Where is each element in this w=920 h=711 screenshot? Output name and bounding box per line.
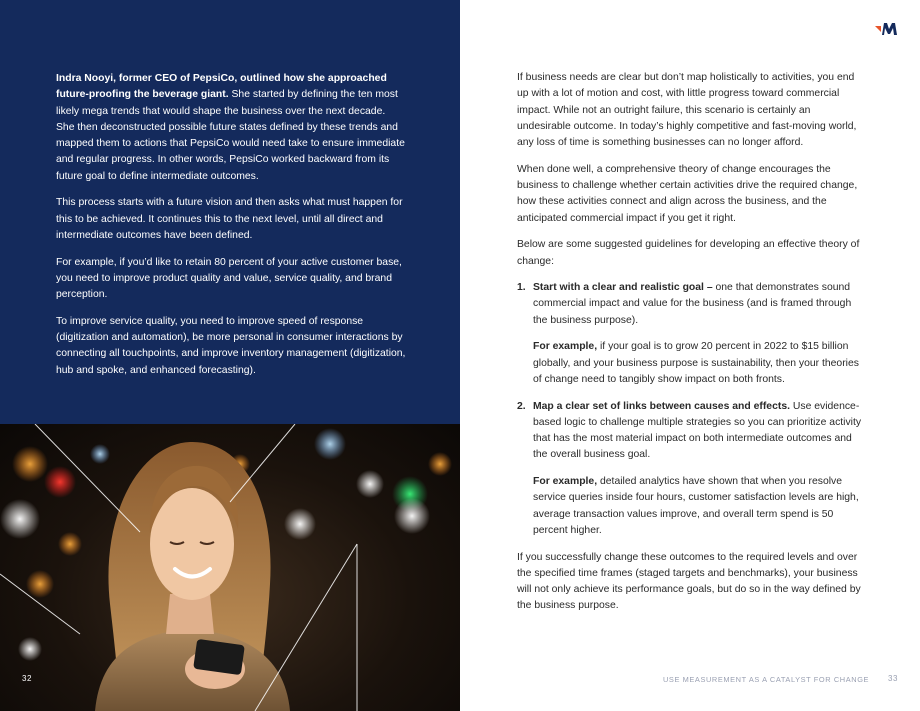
list-item-lead-bold: Map a clear set of links between causes and effects. <box>533 400 790 412</box>
left-paragraph-1-bold: Indra Nooyi, former CEO of PepsiCo, outlined how she approached future-proofing the beverage giant. <box>56 73 387 101</box>
list-item-lead-text: Use evidence-based logic to challenge multiple strategies so you can prioritize activity that has the most material impact on both intermediate outcomes and the overall business goal. <box>533 400 862 461</box>
right-page <box>460 0 920 711</box>
woman-with-phone-photo <box>0 424 460 711</box>
left-paragraph-1-text: She started by defining the ten most likely mega trends that would shape the business over the next decade. She then deconstructed possible future states defined by these trends and mapped them to actions that PepsiCo would need take to ensure immediate and regular progress. In other words, PepsiCo worked backward from its future goal to define intermediate outcomes. <box>56 89 405 182</box>
list-item-example <box>533 339 862 388</box>
list-item-lead <box>533 399 862 464</box>
right-paragraph-1: If business needs are clear but don’t map holistically to activities, you end up with a lot of motion and cost, with little progress toward commercial impact. While not an outright failure, this scenario is certainly an undesirable outcome. In today’s highly competitive and fast-moving world, any loss of time is something businesses can no longer afford. <box>517 72 857 149</box>
list-item <box>517 399 862 540</box>
left-body-text <box>56 71 406 389</box>
right-paragraph-3: Below are some suggested guidelines for developing an effective theory of change: <box>517 239 860 267</box>
list-item-example-bold: For example, <box>533 476 598 488</box>
m-logo-icon <box>875 22 899 36</box>
list-item-number: 2. <box>517 400 526 412</box>
list-item-lead-text: one that demonstrates sound commercial impact and value for the business (and is framed through the business purpose). <box>533 282 852 326</box>
page-number-right: 33 <box>888 674 898 683</box>
left-paragraph-3: For example, if you’d like to retain 80 percent of your active customer base, you need to improve product quality and value, service quality, and brand perception. <box>56 256 402 301</box>
right-paragraph-2: When done well, a comprehensive theory of change encourages the business to challenge whether certain activities drive the required change, how these activities connect and align across the business, and the anticipated commercial impact if you get it right. <box>517 163 858 224</box>
left-paragraph-1 <box>56 71 406 185</box>
list-item-example-text: if your goal is to grow 20 percent in 2022 to $15 billion globally, and your business purpose is sustainability, then your theories of change need to tangibly show impact on both fronts. <box>533 341 859 385</box>
guidelines-list <box>517 280 862 539</box>
footer-section-title: USE MEASUREMENT AS A CATALYST FOR CHANGE <box>663 675 870 684</box>
list-item-number: 1. <box>517 282 526 294</box>
left-paragraph-4: To improve service quality, you need to improve speed of response (digitization and automation), be more personal in consumer interactions by connecting all touchpoints, and improve inventory management (digitization, hub and spoke, and enhanced forecasting). <box>56 315 406 376</box>
right-closing-paragraph: If you successfully change these outcomes to the required levels and over the specified time frames (staged targets and benchmarks), your business will not only achieve its performance goals, but do so in the way defined by the business purpose. <box>517 551 861 612</box>
right-body-text <box>517 70 862 625</box>
list-item <box>517 280 862 388</box>
page-number-left: 32 <box>22 674 32 683</box>
list-item-example-bold: For example, <box>533 341 598 353</box>
list-item-example-text: detailed analytics have shown that when you resolve service queries inside four hours, customer satisfaction levels are high, average transaction values improve, and overall term spend is 50 percent higher. <box>533 476 859 536</box>
list-item-example <box>533 474 862 539</box>
list-item-lead <box>533 280 862 329</box>
left-paragraph-2: This process starts with a future vision and then asks what must happen for this to be achieved. It continues this to the next level, until all direct and intermediate outcomes have been defined. <box>56 197 403 241</box>
photo-illustration <box>0 424 460 711</box>
list-item-lead-bold: Start with a clear and realistic goal – <box>533 282 713 294</box>
